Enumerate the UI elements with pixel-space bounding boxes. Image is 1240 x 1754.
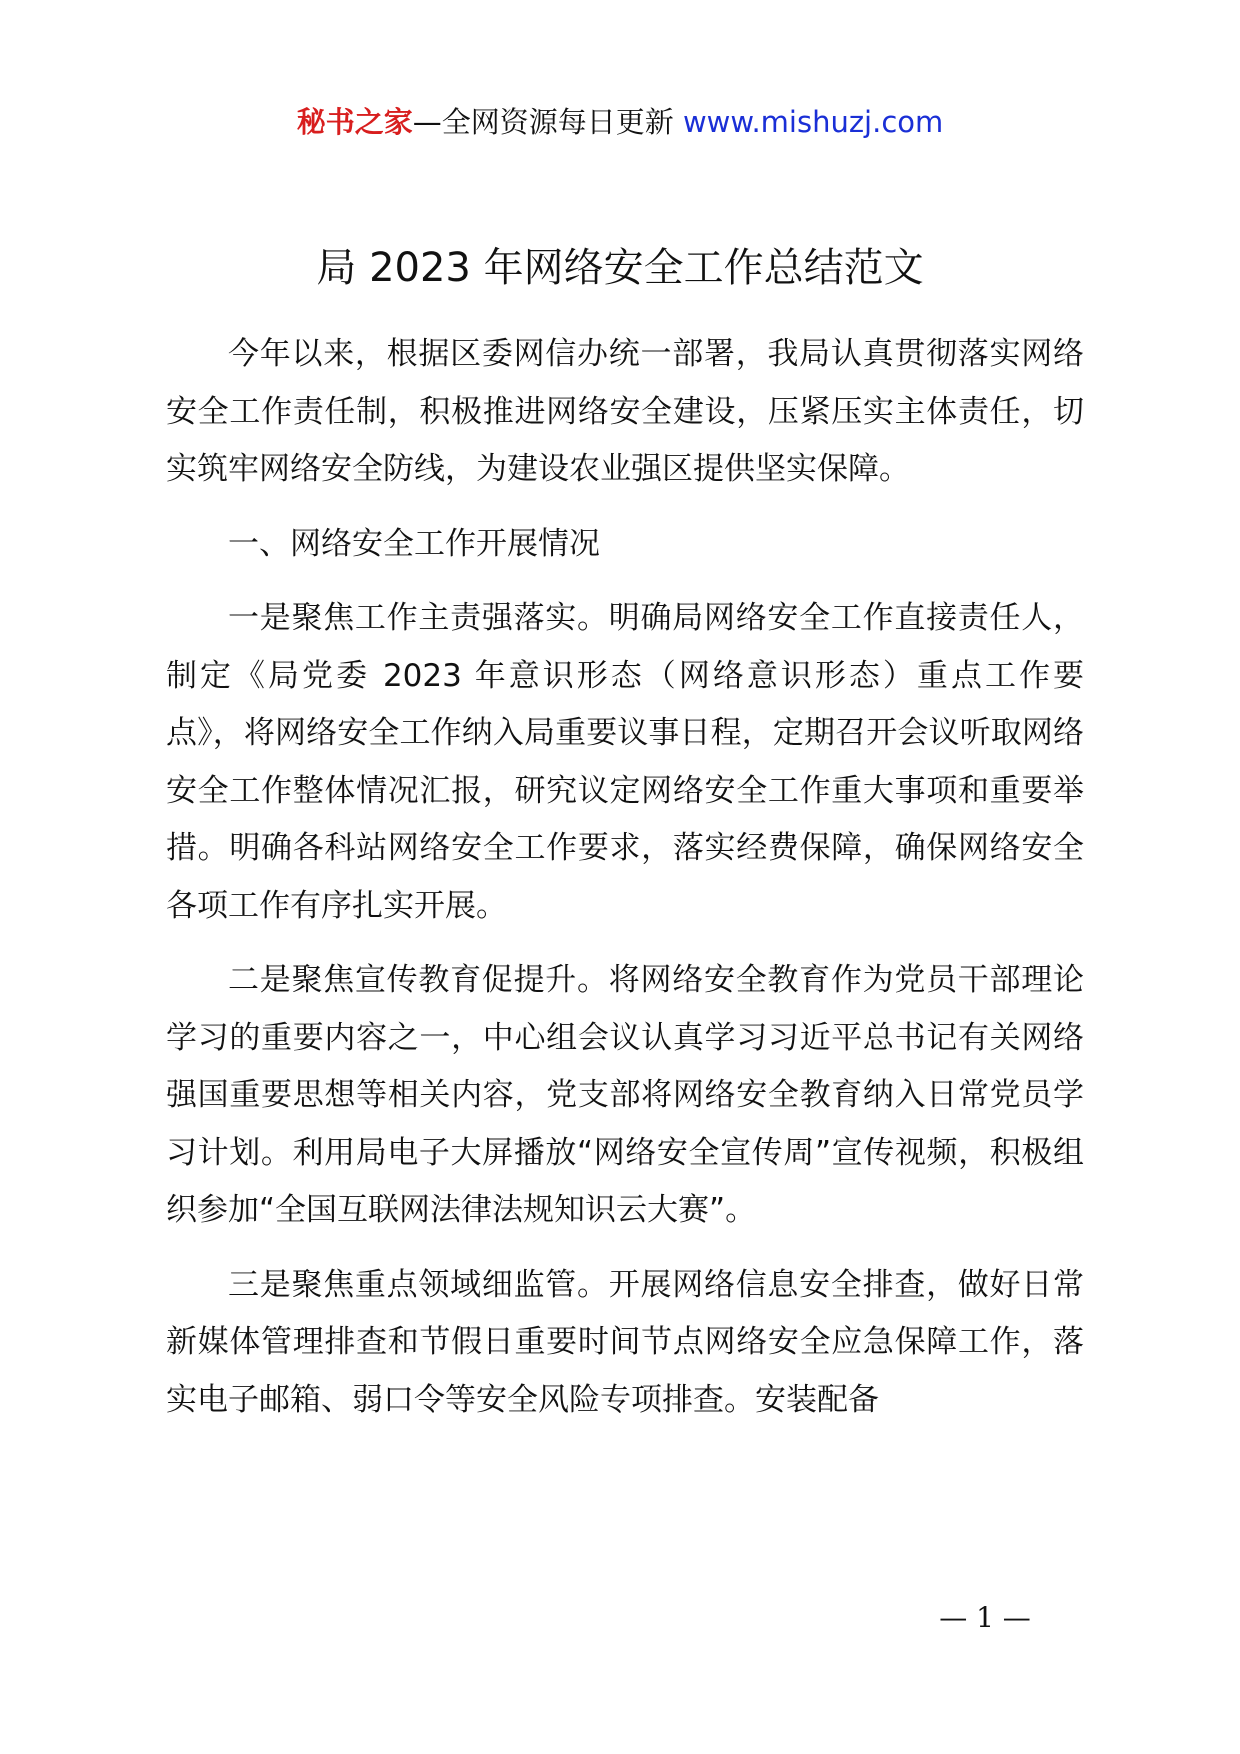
page-number: — 1 — <box>939 1601 1031 1634</box>
site-brand: 秘书之家 <box>296 105 413 139</box>
body-paragraph: 三是聚焦重点领域细监管。开展网络信息安全排查，做好日常新媒体管理排查和节假日重要时间节点网络安全应急保障工作，落实电子邮箱、弱口令等安全风险专项排查。安装配备 <box>166 1266 1084 1418</box>
body-paragraph: 一是聚焦工作主责强落实。明确局网络安全工作直接责任人，制定《局党委 2023 年意识形态（网络意识形态）重点工作要点》，将网络安全工作纳入局重要议事日程，定期召开会议听取网络安全工作整体情况汇报，研究议定网络安全工作重大事项和重要举措。明确各科站网络安全工作要求，落实经费保障，确保网络安全各项工作有序扎实开展。 <box>166 600 1084 924</box>
body-paragraph: 二是聚焦宣传教育促提升。将网络安全教育作为党员干部理论学习的重要内容之一，中心组会议认真学习习近平总书记有关网络强国重要思想等相关内容，党支部将网络安全教育纳入日常党员学习计划。利用局电子大屏播放“网络安全宣传周”宣传视频，积极组织参加“全国互联网法律法规知识云大赛”。 <box>166 962 1084 1228</box>
document-title: 局 2023 年网络安全工作总结范文 <box>316 245 924 291</box>
site-url-link[interactable]: www.mishuzj.com <box>682 105 944 139</box>
site-header <box>0 100 1240 144</box>
section-heading: 一、网络安全工作开展情况 <box>228 525 600 562</box>
document-body <box>166 326 1084 1446</box>
site-tagline: —全网资源每日更新 <box>412 105 674 139</box>
intro-paragraph: 今年以来，根据区委网信办统一部署，我局认真贯彻落实网络安全工作责任制，积极推进网络安全建设，压紧压实主体责任，切实筑牢网络安全防线，为建设农业强区提供坚实保障。 <box>166 336 1084 487</box>
